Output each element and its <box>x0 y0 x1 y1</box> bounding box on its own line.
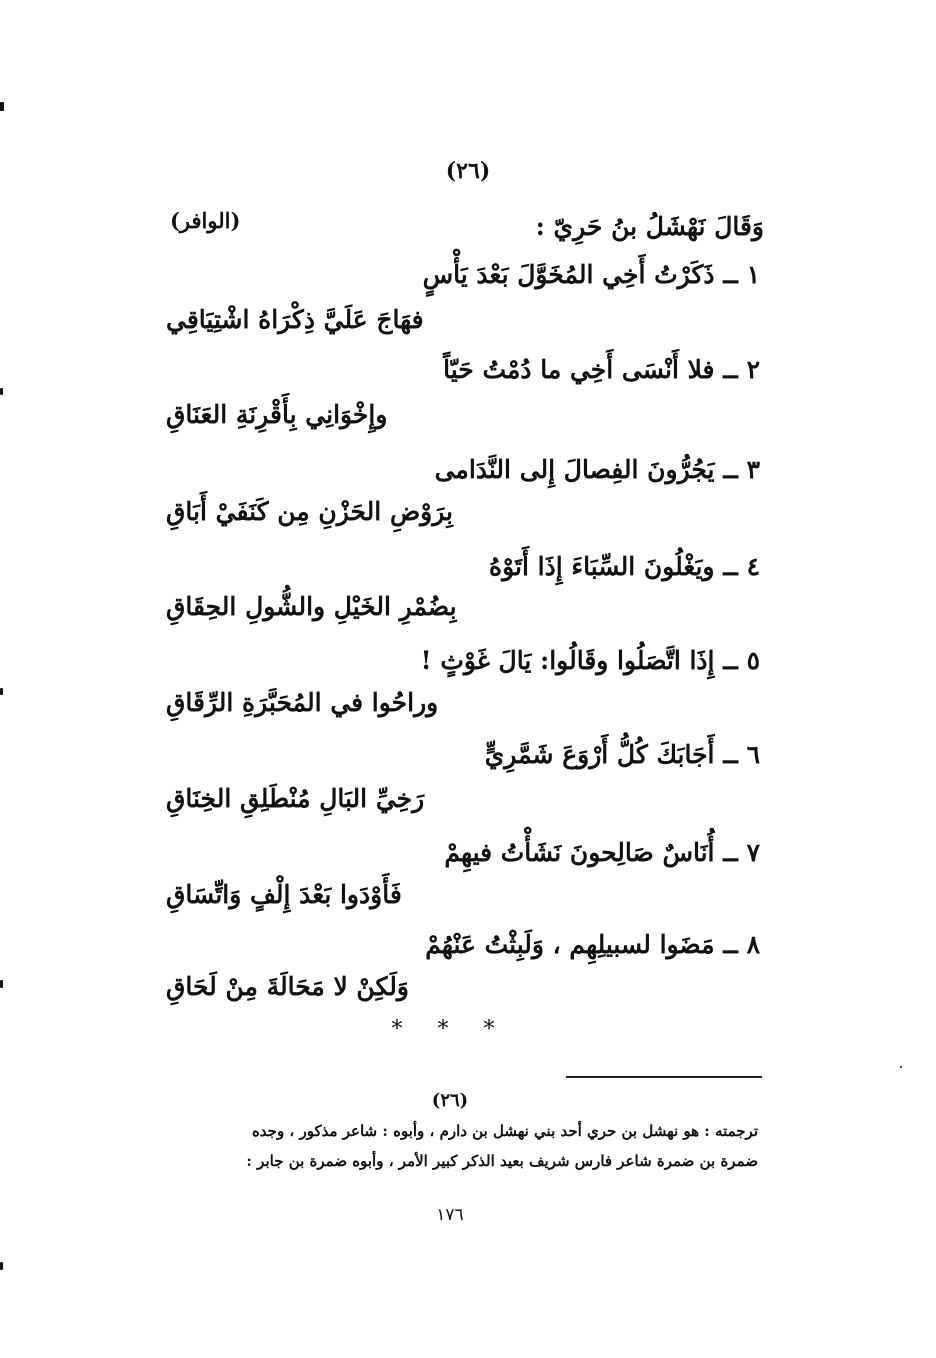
verse-7-second-hemistich: فَأَوْدَوا بَعْدَ إِلْفٍ وَاتِّسَاقِ <box>166 880 402 909</box>
page-number: ١٧٦ <box>436 1205 464 1225</box>
verse-2-second-hemistich: وإِخْوَانِي بِأَقْرِنَةِ العَنَاقِ <box>166 400 388 429</box>
verse-4-first-hemistich: ٤ ــ ويَغْلُونَ السِّبَاءَ إِذَا أَتَوْهُ <box>489 552 760 581</box>
footnote-line-1: ترجمته : هو نهشل بن حري أحد بني نهشل بن دارم ، وأبوه : شاعر مذكور ، وجده <box>251 1122 758 1140</box>
poem-intro: وَقَالَ نَهْشَلُ بنُ حَرِيّ : <box>535 212 764 241</box>
footnote-number: (٢٦) <box>431 1090 469 1111</box>
footnote-divider <box>566 1076 762 1078</box>
verse-5-second-hemistich: وراحُوا في المُحَبَّرَةِ الرِّقَاقِ <box>166 688 439 717</box>
verse-1-first-hemistich: ١ ــ ذَكَرْتُ أَخِي المُخَوَّلَ بَعْدَ يَأْسٍ <box>422 260 760 289</box>
poem-number-heading: (٢٦) <box>445 158 491 184</box>
scan-edge-mark <box>0 388 3 395</box>
verse-8-second-hemistich: وَلَكِنْ لا مَحَالَةَ مِنْ لَحَاقِ <box>166 972 409 1001</box>
verse-3-second-hemistich: بِرَوْضِ الحَزْنِ مِن كَنَفَيْ أَبَاقِ <box>166 497 453 526</box>
verse-8-first-hemistich: ٨ ــ مَضَوا لسبيلِهِم ، وَلَبِثْتُ عَنْهُمْ <box>425 930 760 959</box>
scan-edge-mark <box>0 102 4 111</box>
verse-6-first-hemistich: ٦ ــ أَجَابَكَ كُلُّ أَرْوَعَ شَمَّرِيٍّ <box>484 740 760 769</box>
verse-5-first-hemistich: ٥ ــ إِذَا اتَّصَلُوا وقَالُوا: يَالَ غَوْثٍ ! <box>420 646 760 675</box>
footnote-line-2: ضمرة بن ضمرة شاعر فارس شريف بعيد الذكر كبير الأمر ، وأبوه ضمرة بن جابر : <box>246 1152 758 1170</box>
verse-2-first-hemistich: ٢ ــ فلا أَنْسَى أَخِي ما دُمْتُ حَيّاً <box>443 355 760 384</box>
scan-speck <box>900 1066 902 1068</box>
scan-edge-mark <box>0 688 3 695</box>
scan-edge-mark <box>0 1262 3 1270</box>
scan-edge-mark <box>0 980 3 988</box>
poem-meter: (الوافر) <box>170 208 241 233</box>
verse-1-second-hemistich: فهَاجَ عَلَيَّ ذِكْرَاهُ اشْتِيَاقِي <box>166 305 424 334</box>
verse-7-first-hemistich: ٧ ــ أُنَاسٌ صَالِحونَ نَشَأْتُ فيهِمْ <box>444 838 760 867</box>
verse-3-first-hemistich: ٣ ــ يَجُرُّونَ الفِصالَ إِلى النَّدَامى <box>434 455 760 484</box>
verse-6-second-hemistich: رَخِيِّ البَالِ مُنْطَلِقِ الخِنَاقِ <box>166 784 425 813</box>
verse-4-second-hemistich: بِضُمْرِ الخَيْلِ والشُّولِ الحِقَاقِ <box>166 592 457 621</box>
section-separator: * * * <box>391 1017 509 1042</box>
